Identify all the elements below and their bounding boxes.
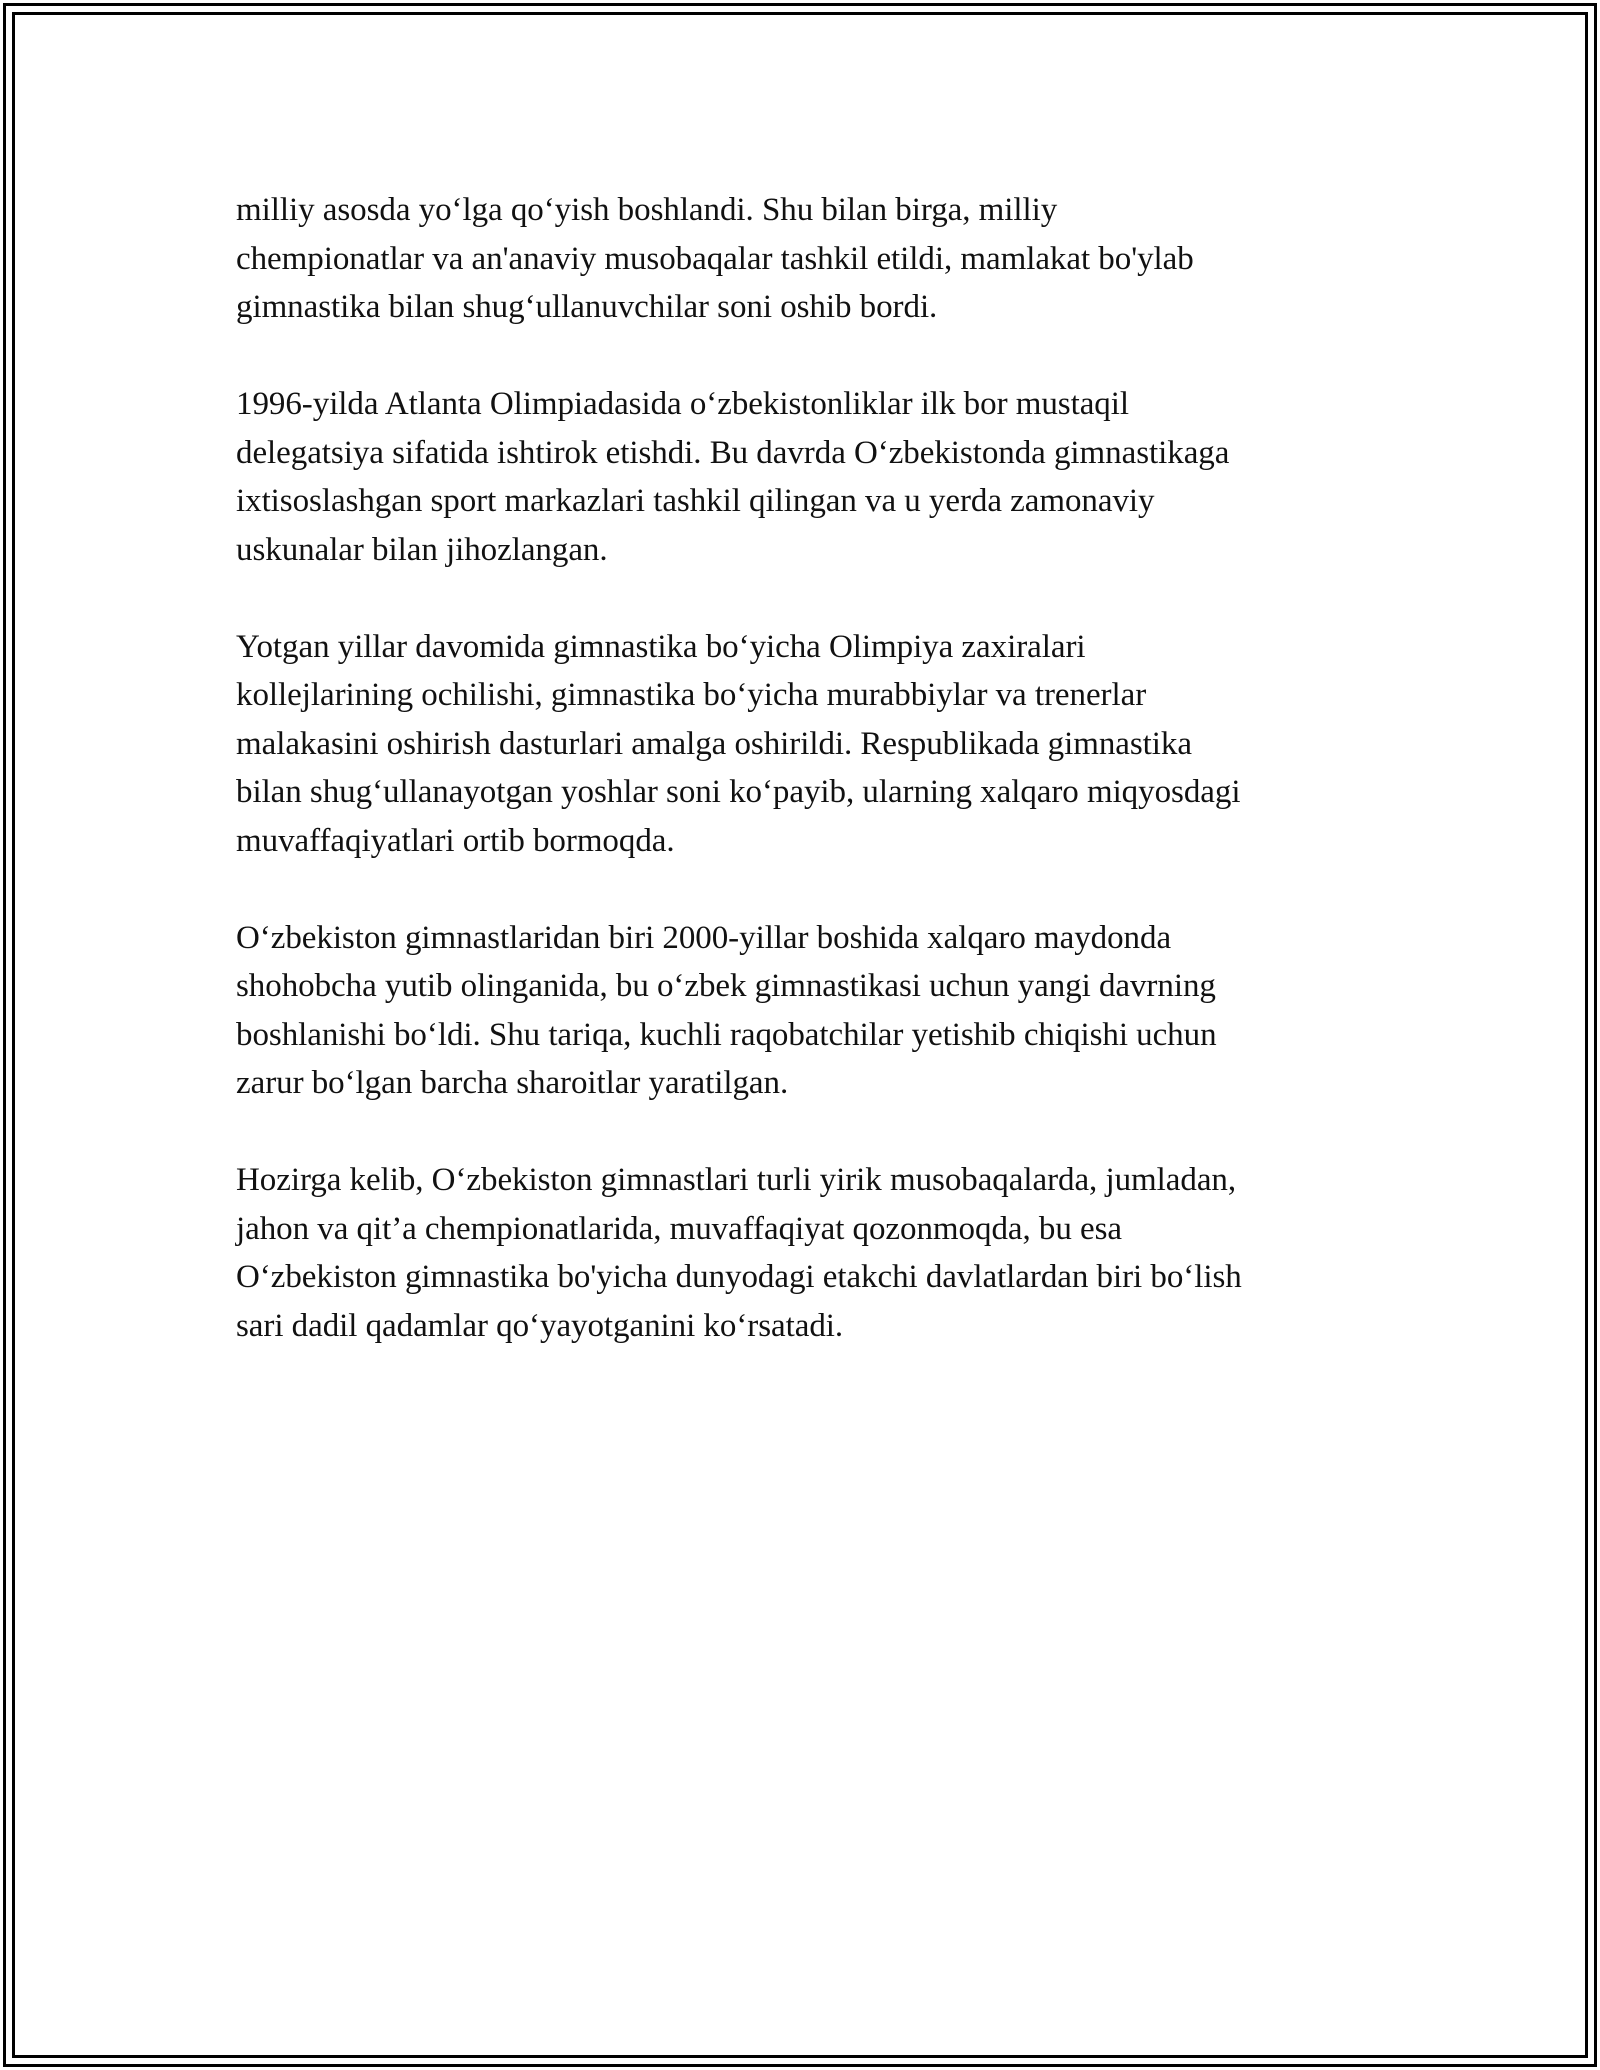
- text-line: sari dadil qadamlar qo‘yayotganini ko‘rsatadi.: [236, 1307, 844, 1344]
- text-line: kollejlarining ochilishi, gimnastika bo‘yicha murabbiylar va trenerlar: [236, 677, 1147, 713]
- text-line: Hozirga kelib, O‘zbekiston gimnastlari turli yirik musobaqalarda, jumladan,: [236, 1162, 1237, 1198]
- text-line: O‘zbekiston gimnastlaridan biri 2000-yillar boshida xalqaro maydonda: [236, 919, 1172, 956]
- text-line: boshlanishi bo‘ldi. Shu tariqa, kuchli raqobatchilar yetishib chiqishi uchun: [236, 1016, 1217, 1053]
- paragraph-atlanta-1996: [236, 380, 1366, 574]
- paragraph-current-success: [236, 1156, 1366, 1350]
- paragraph-2000s-breakthrough: [236, 914, 1366, 1108]
- text-line: chempionatlar va an'anaviy musobaqalar tashkil etildi, mamlakat bo'ylab: [236, 240, 1194, 277]
- paragraph-olympic-reserves: [236, 623, 1366, 866]
- text-line: jahon va qit’a chempionatlarida, muvaffaqiyat qozonmoqda, bu esa: [236, 1210, 1122, 1247]
- text-line: milliy asosda yo‘lga qo‘yish boshlandi. Shu bilan birga, milliy: [236, 192, 1058, 228]
- document-body: [236, 186, 1366, 1399]
- text-line: O‘zbekiston gimnastika bo'yicha dunyodagi etakchi davlatlardan biri bo‘lish: [236, 1259, 1242, 1295]
- text-line: delegatsiya sifatida ishtirok etishdi. Bu davrda O‘zbekistonda gimnastikaga: [236, 434, 1230, 471]
- text-line: uskunalar bilan jihozlangan.: [236, 531, 608, 568]
- text-line: Yotgan yillar davomida gimnastika bo‘yicha Olimpiya zaxiralari: [236, 628, 1086, 665]
- paragraph-national-development: [236, 186, 1366, 332]
- text-line: 1996-yilda Atlanta Olimpiadasida o‘zbekistonliklar ilk bor mustaqil: [236, 386, 1129, 422]
- text-line: bilan shug‘ullanayotgan yoshlar soni ko‘payib, ularning xalqaro miqyosdagi: [236, 774, 1241, 810]
- text-line: ixtisoslashgan sport markazlari tashkil qilingan va u yerda zamonaviy: [236, 483, 1155, 519]
- text-line: zarur bo‘lgan barcha sharoitlar yaratilgan.: [236, 1065, 789, 1101]
- text-line: muvaffaqiyatlari ortib bormoqda.: [236, 822, 675, 859]
- text-line: malakasini oshirish dasturlari amalga oshirildi. Respublikada gimnastika: [236, 725, 1192, 762]
- text-line: shohobcha yutib olinganida, bu o‘zbek gimnastikasi uchun yangi davrning: [236, 968, 1216, 1004]
- text-line: gimnastika bilan shug‘ullanuvchilar soni oshib bordi.: [236, 289, 938, 325]
